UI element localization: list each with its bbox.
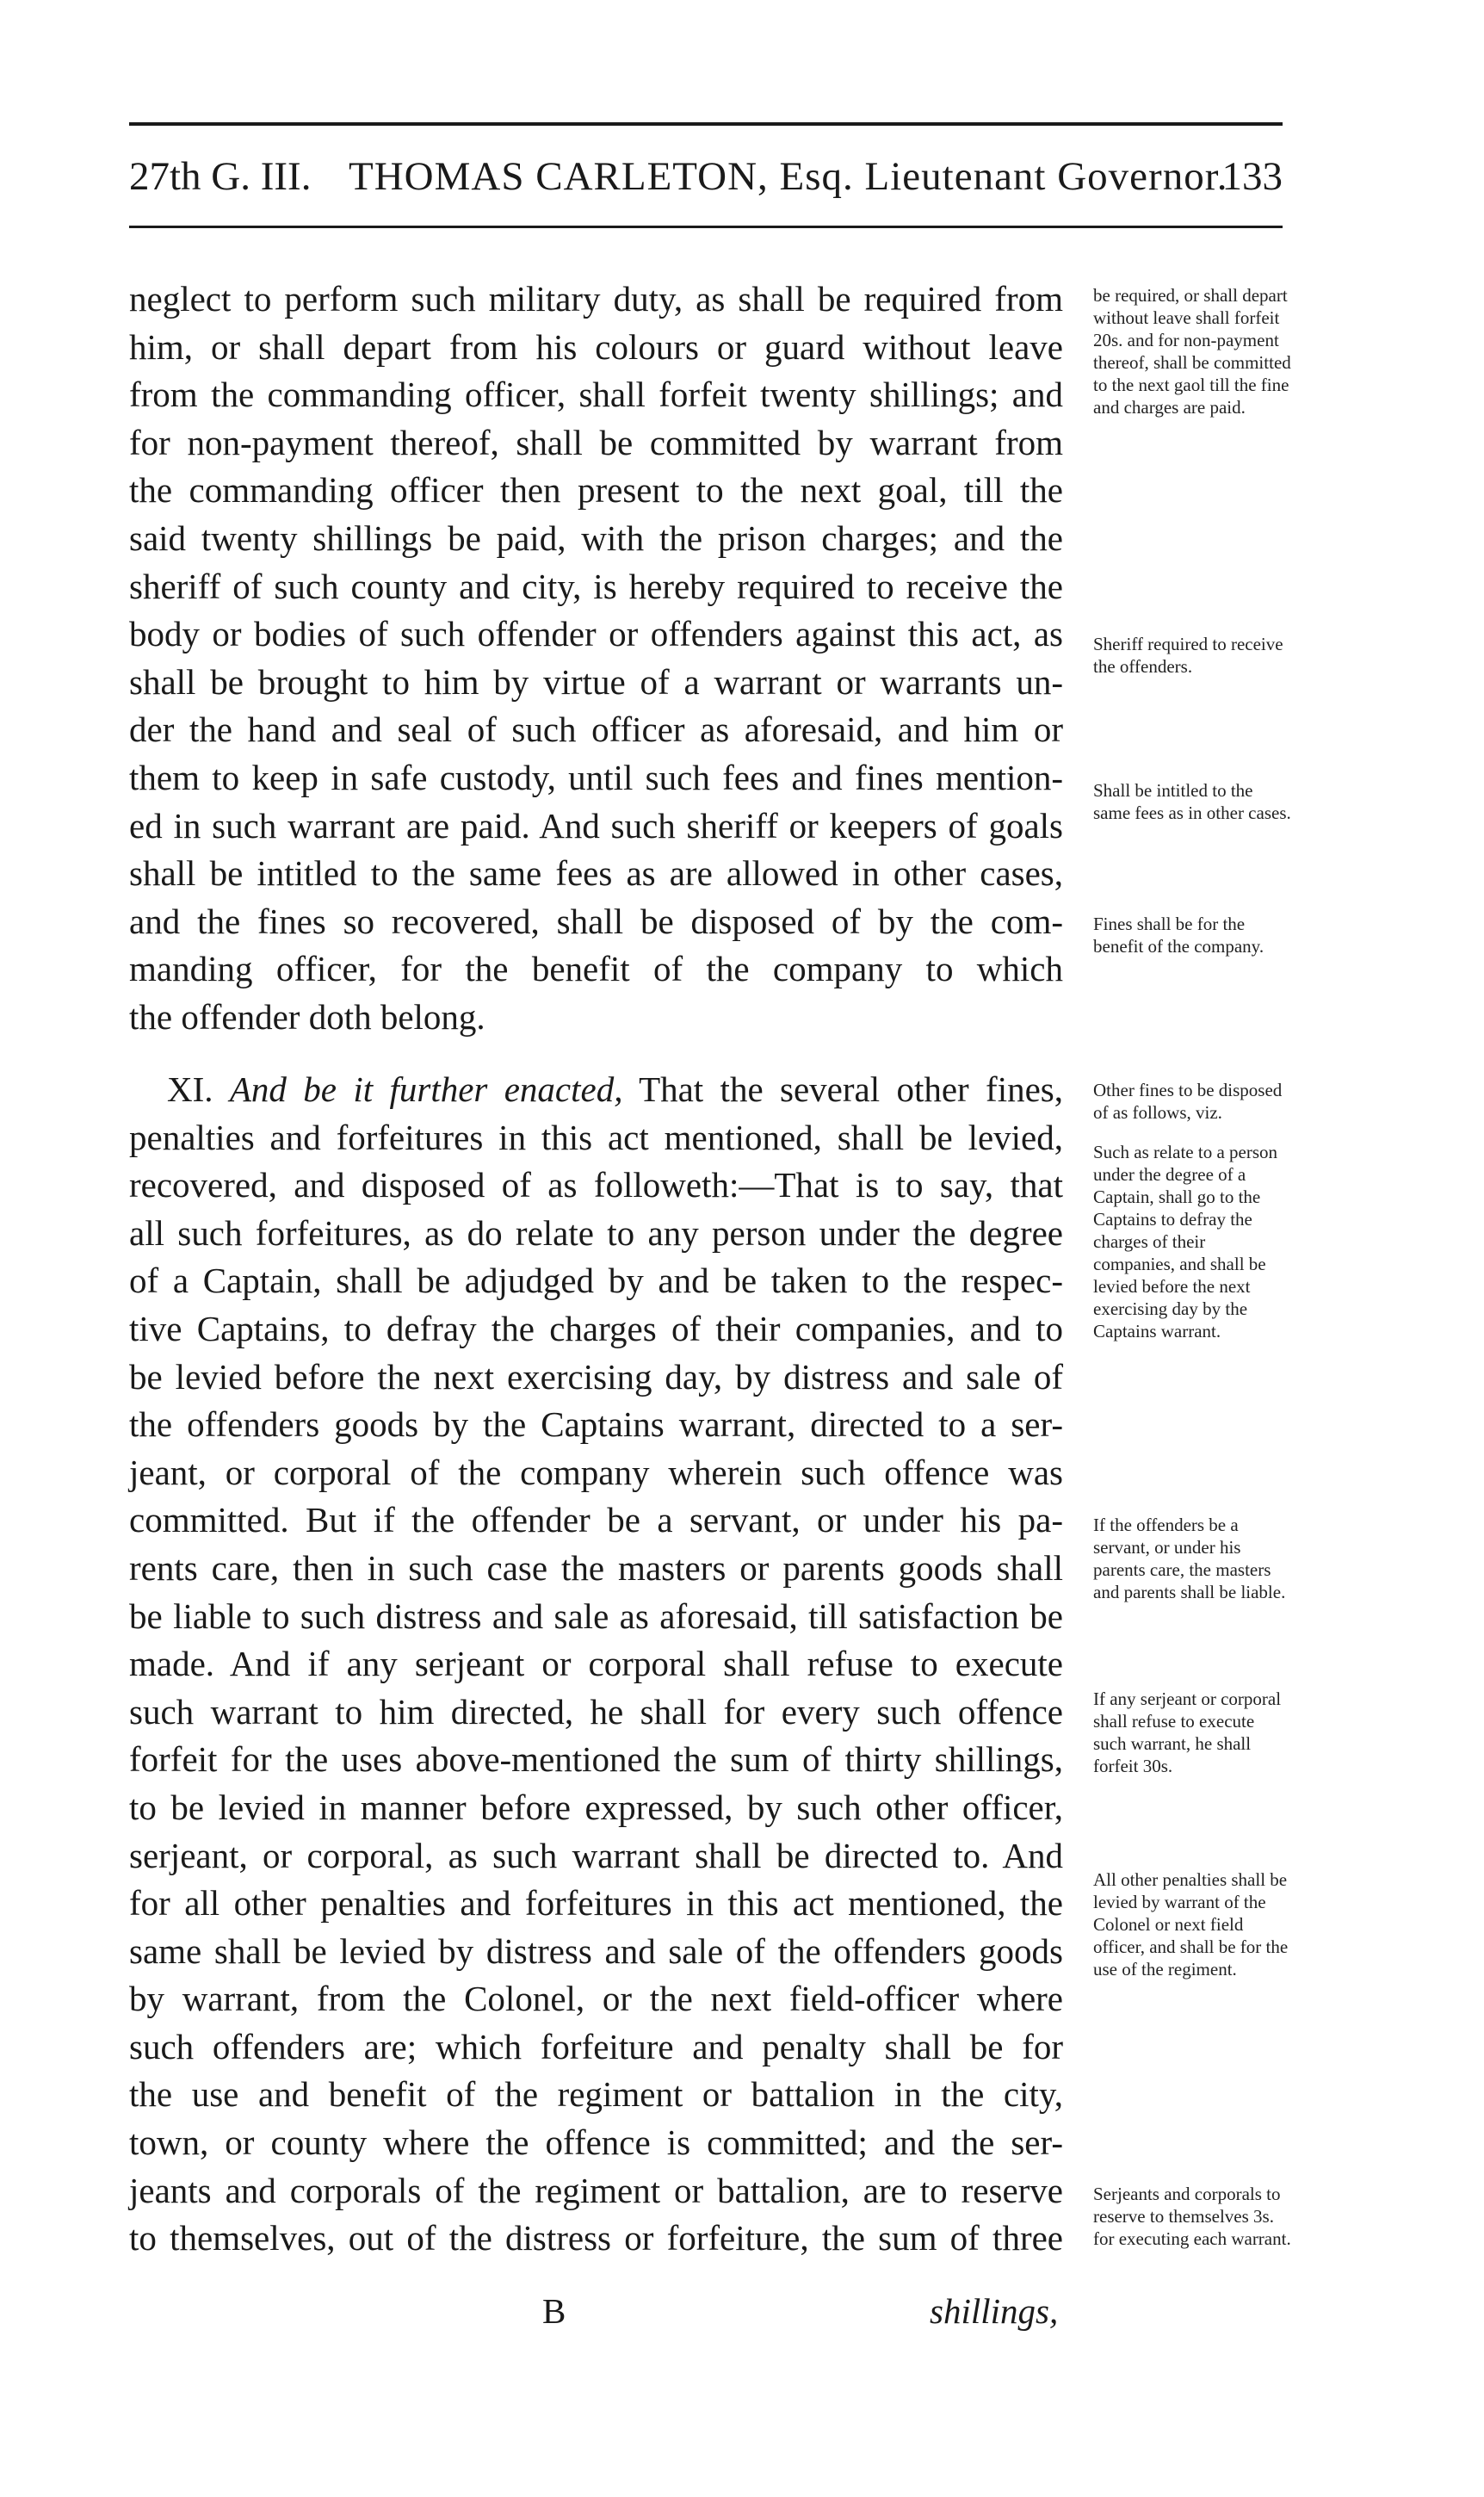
text-line: for all other penalties and forfeitures in this act mentioned, the (129, 1883, 1063, 1924)
section-heading-line (129, 1066, 1063, 1114)
text-line: rents care, then in such case the masters or parents goods shall (129, 1547, 1063, 1588)
text-line: serjeant, or corporal, as such warrant shall be directed to. And (129, 1835, 1063, 1875)
text-line: be levied before the next exercising day, by distress and sale of (129, 1356, 1063, 1397)
text-line: shall be intitled to the same fees as are allowed in other cases, (129, 853, 1063, 894)
text-line: jeants and corporals of the regiment or battalion, are to reserve (129, 2170, 1063, 2210)
text-line: ed in such warrant are paid. And such sheriff or keepers of goals (129, 805, 1063, 846)
text-line: of a Captain, shall be adjudged by and be taken to the respec- (129, 1261, 1063, 1301)
text-line: and the fines so recovered, shall be disposed of by the com- (129, 901, 1063, 941)
text-line: jeant, or corporal of the company wherein such offence was (129, 1452, 1063, 1492)
text-line: to be levied in manner before expressed, by such other officer, (129, 1787, 1063, 1827)
text-line: the commanding officer then present to the next goal, till the (129, 470, 1063, 511)
text-line: committed. But if the offender be a servant, or under his pa- (129, 1500, 1063, 1540)
heading-continuation: That the several other fines, (622, 1069, 1063, 1109)
text-line: town, or county where the offence is committed; and the ser- (129, 2122, 1063, 2163)
text-line: all such forfeitures, as do relate to any person under the degree (129, 1212, 1063, 1253)
header-top-rule (129, 122, 1283, 126)
margin-note: Sheriff required to receive the offenders. (1093, 634, 1283, 677)
catchword: shillings, (930, 2291, 1059, 2331)
signature-mark: B (542, 2291, 566, 2331)
text-line: be liable to such distress and sale as aforesaid, till satisfaction be (129, 1595, 1063, 1636)
text-line: to themselves, out of the distress or forfeiture, the sum of three (129, 2218, 1063, 2258)
margin-note: Such as relate to a person under the degree of a Captain, shall go to the Captains to defray the charges of their companies, and shall be levied before the next exercising day by the Captains warrant. (1093, 1142, 1278, 1341)
margin-note: Serjeants and corporals to reserve to themselves 3s. for executing each warrant. (1093, 2184, 1291, 2249)
text-line: penalties and forfeitures in this act mentioned, shall be levied, (129, 1117, 1063, 1157)
margin-note: If the offenders be a servant, or under his parents care, the masters and parents shall be liable. (1093, 1515, 1286, 1602)
text-line: said twenty shillings be paid, with the prison charges; and the (129, 517, 1063, 558)
header-title: THOMAS CARLETON, Esq. Lieutenant Governor. (349, 154, 1228, 199)
text-line: forfeit for the uses above-mentioned the sum of thirty shillings, (129, 1739, 1063, 1780)
margin-note: Other fines to be disposed of as follows, viz. (1093, 1080, 1283, 1123)
text-line: made. And if any serjeant or corporal shall refuse to execute (129, 1644, 1063, 1684)
margin-note: If any serjeant or corporal shall refuse to execute such warrant, he shall forfeit 30s. (1093, 1688, 1282, 1776)
paragraph-1 (129, 276, 1063, 1042)
margin-note: Fines shall be for the benefit of the company. (1093, 914, 1264, 957)
text-line: by warrant, from the Colonel, or the next field-officer where (129, 1979, 1063, 2019)
header-bottom-rule (129, 226, 1283, 228)
text-line: recovered, and disposed of as followeth:—That is to say, that (129, 1165, 1063, 1205)
text-line: neglect to perform such military duty, as shall be required from (129, 279, 1063, 319)
text-line: for non-payment thereof, shall be committed by warrant from (129, 422, 1063, 462)
text-line: him, or shall depart from his colours or guard without leave (129, 326, 1063, 367)
regnal-year: 27th G. III. (129, 154, 312, 199)
running-header (129, 146, 1283, 207)
text-line: them to keep in safe custody, until such fees and fines mention- (129, 757, 1063, 797)
text-line: der the hand and seal of such officer as aforesaid, and him or (129, 709, 1063, 750)
text-line: such warrant to him directed, he shall for every such offence (129, 1691, 1063, 1732)
enacting-clause: And be it further enacted, (229, 1069, 623, 1109)
paragraph-2 (129, 1066, 1063, 2263)
text-line: same shall be levied by distress and sale of the offenders goods (129, 1930, 1063, 1971)
text-line: the use and benefit of the regiment or battalion in the city, (129, 2074, 1063, 2115)
text-line: tive Captains, to defray the charges of their companies, and to (129, 1308, 1063, 1348)
margin-note: be required, or shall depart without leave shall forfeit 20s. and for non-payment thereof, shall be committed to the next gaol till the fine and charges are paid. (1093, 285, 1291, 418)
margin-note: Shall be intitled to the same fees as in other cases. (1093, 780, 1291, 823)
page-number: 133 (1221, 154, 1283, 199)
text-line: from the commanding officer, shall forfeit twenty shillings; and (129, 375, 1063, 415)
section-number: XI. (167, 1069, 213, 1109)
text-line: such offenders are; which forfeiture and penalty shall be for (129, 2026, 1063, 2066)
text-line: sheriff of such county and city, is hereby required to receive the (129, 566, 1063, 606)
text-line: the offender doth belong. (129, 996, 485, 1037)
margin-note: All other penalties shall be levied by warrant of the Colonel or next field officer, and shall be for the use of the regiment. (1093, 1869, 1289, 1980)
text-line: shall be brought to him by virtue of a warrant or warrants un- (129, 661, 1063, 702)
text-line: manding officer, for the benefit of the company to which (129, 949, 1063, 989)
text-line: the offenders goods by the Captains warrant, directed to a ser- (129, 1404, 1063, 1445)
text-line: body or bodies of such offender or offenders against this act, as (129, 614, 1063, 654)
